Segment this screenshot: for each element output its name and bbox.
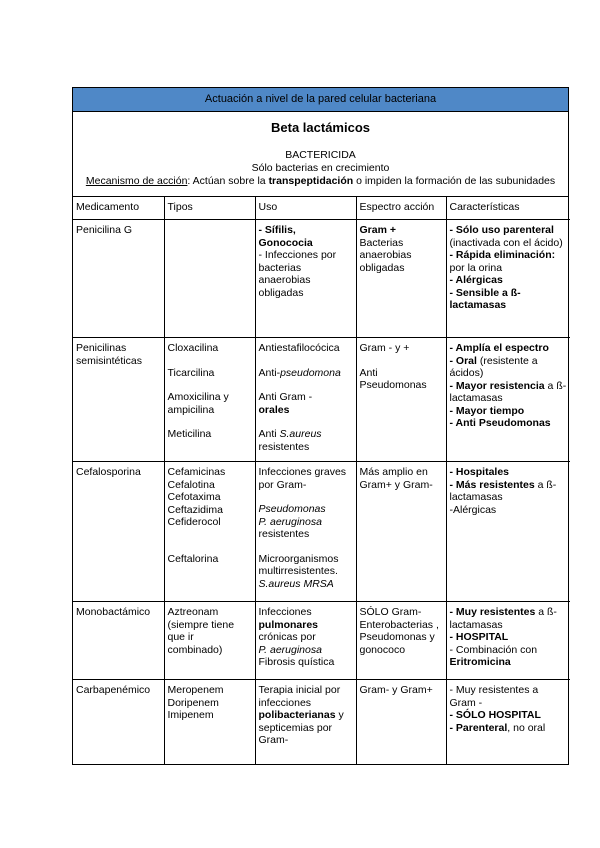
cell-espectro: SÓLO Gram- Enterobacterias , Pseudomonas y gonococo	[356, 602, 446, 680]
cell-medicamento: Cefalosporina	[73, 462, 164, 602]
mechanism-label: Mecanismo de acción	[85, 175, 188, 187]
cell-medicamento: Carbapenémico	[73, 680, 164, 764]
column-header: Tipos	[164, 197, 255, 220]
cell-uso: Antiestafilocócica Anti-pseudomona Anti Gram - orales Anti S.aureus resistentes	[255, 338, 356, 462]
drug-table	[73, 197, 570, 764]
cell-uso: Infecciones graves por Gram- Pseudomonas P. aeruginosa resistentes Microorganismos multirresistentes. S.aureus MRSA	[255, 462, 356, 602]
column-header: Características	[446, 197, 570, 220]
cell-tipos: Cloxacilina Ticarcilina Amoxicilina y ampicilina Meticilina	[164, 338, 255, 462]
cell-uso: Infecciones pulmonares crónicas por P. aeruginosa Fibrosis quística	[255, 602, 356, 680]
table-row	[73, 680, 570, 764]
cell-caracteristicas: - Amplía el espectro - Oral (resistente a ácidos) - Mayor resistencia a ß-lactamasas - Mayor tiempo - Anti Pseudomonas	[446, 338, 570, 462]
cell-uso: - Sífilis, Gonococia - Infecciones por bacterias anaerobias obligadas	[255, 220, 356, 338]
cell-espectro: Más amplio en Gram+ y Gram-	[356, 462, 446, 602]
cell-medicamento: Penicilina G	[73, 220, 164, 338]
column-header: Medicamento	[73, 197, 164, 220]
table-row	[73, 602, 570, 680]
cell-caracteristicas: - Sólo uso parenteral (inactivada con el ácido) - Rápida eliminación: por la orina - Alérgicas - Sensible a ß-lactamasas	[446, 220, 570, 338]
cell-tipos	[164, 220, 255, 338]
cell-uso: Terapia inicial por infecciones polibacterianas y septicemias por Gram-	[255, 680, 356, 764]
table-row	[73, 338, 570, 462]
growth-note: Sólo bacterias en crecimiento	[251, 162, 390, 174]
page-title: Beta lactámicos	[271, 120, 370, 135]
table-row	[73, 462, 570, 602]
cell-espectro: Gram + Bacterias anaerobias obligadas	[356, 220, 446, 338]
column-header: Espectro acción	[356, 197, 446, 220]
table-row	[73, 220, 570, 338]
document-sheet	[72, 87, 569, 765]
cell-caracteristicas: - Muy resistentes a ß-lactamasas - HOSPITAL - Combinación con Eritromicina	[446, 602, 570, 680]
cell-medicamento: Penicilinas semisintéticas	[73, 338, 164, 462]
section-band: Actuación a nivel de la pared celular bacteriana	[73, 88, 568, 112]
cell-espectro: Gram- y Gram+	[356, 680, 446, 764]
cell-tipos: Aztreonam (siempre tiene que ir combinado)	[164, 602, 255, 680]
header-block	[73, 112, 568, 197]
cell-espectro: Gram - y + Anti Pseudomonas	[356, 338, 446, 462]
cell-medicamento: Monobactámico	[73, 602, 164, 680]
column-header: Uso	[255, 197, 356, 220]
bactericida-label: BACTERICIDA	[285, 149, 356, 161]
table-header-row	[73, 197, 570, 220]
cell-caracteristicas: - Muy resistentes a Gram - - SÓLO HOSPITAL - Parenteral, no oral	[446, 680, 570, 764]
cell-caracteristicas: - Hospitales - Más resistentes a ß-lactamasas -Alérgicas	[446, 462, 570, 602]
mechanism-text: Mecanismo de acción: Actúan sobre la transpeptidación o impiden la formación de las subunidades	[85, 175, 556, 187]
cell-tipos: Cefamicinas Cefalotina Cefotaxima Ceftazidima Cefiderocol Ceftalorina	[164, 462, 255, 602]
cell-tipos: Meropenem Doripenem Imipenem	[164, 680, 255, 764]
